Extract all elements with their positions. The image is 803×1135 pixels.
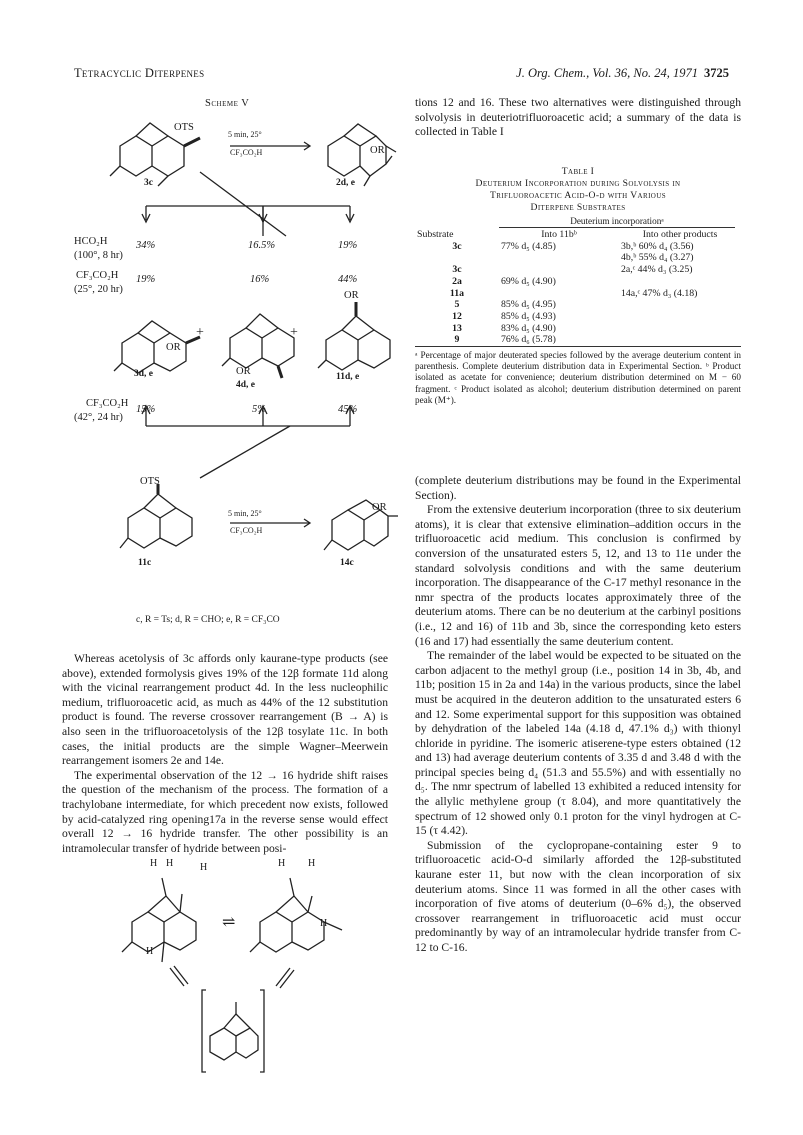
cell-substrate: 2a — [452, 275, 462, 287]
cond3-value: 5% — [252, 404, 266, 415]
scheme-group-or-14c: OR — [372, 502, 387, 513]
paragraph: Whereas acetolysis of 3c affords only kaurane-type products (see above), extended formolysis gives 19% of the 12β formate 11d along with the vicinal rearrangement product 4d. In the less nucleophilic medium, trifluoroacetic acid, as much as 44% of the 12 substitution product is found. The reverse crossover rearrangement (B → A) is also seen in the trifluoroacetolysis of the 12β tosylate 11c. In both cases, the initial products are the simple Wagner–Meerwein rearrangement isomers 2e and 14e. — [62, 652, 388, 768]
cond2-conditions: (25°, 20 hr) — [74, 284, 123, 295]
scheme-group-or-4d: OR — [236, 366, 251, 377]
cond2-reagent: CF₃CO₂H — [76, 270, 119, 281]
table-row — [415, 252, 741, 264]
table-row — [415, 334, 741, 346]
paragraph: The experimental observation of the 12 → 16 hydride shift raises the question of the mechanism of the process. The formation of a trachylobane intermediate, for which precedent now exists, followed by acid-catalyzed ring opening17a in the reverse sense would effect overall 12 → 16 hydride transfer. The other possibility is an intramolecular transfer of hydride between posi- — [62, 768, 388, 855]
label-3c: 3c — [144, 178, 153, 188]
cell-substrate: 11a — [449, 287, 465, 299]
table-1 — [415, 166, 741, 406]
scheme-group-or-11d: OR — [344, 290, 359, 301]
cell-into11b: 85% d₅ (4.95) — [501, 299, 556, 311]
mech-h-label: H — [308, 858, 316, 869]
cell-substrate: 12 — [452, 310, 462, 322]
label-14c: 14c — [340, 558, 354, 568]
cell-other: 3b,ᵇ 60% d₄ (3.56) — [621, 240, 694, 252]
molecule-4de — [222, 314, 294, 378]
cond2-value: 44% — [338, 274, 358, 285]
table-row — [415, 241, 741, 253]
cell-other: 4b,ᵇ 55% d₄ (3.27) — [621, 252, 694, 264]
equilibrium-arrows: ⇌ — [222, 914, 236, 931]
mech-h-label: H — [166, 858, 174, 869]
cond2-value: 19% — [136, 274, 156, 285]
cell-substrate — [415, 252, 499, 264]
table-body — [415, 229, 741, 347]
paragraph: tions 12 and 16. These two alternatives were distinguished through solvolysis in deuteriotrifluoroacetic acid; a summary of the data is collected in Table I — [415, 96, 741, 139]
table-caption: Trifluoroacetic Acid-O-d with Various — [489, 190, 667, 201]
col-header: Into other products — [642, 229, 718, 240]
table-row — [415, 299, 741, 311]
molecule-14c — [324, 500, 398, 550]
paragraph: The remainder of the label would be expected to be situated on the carbon adjacent to the methyl group (i.e., position 14 in 3b, 4b, and 11b; position 15 in 2a and 14a) in the various products, since the label must be acquired in the deuteron addition to the unsaturated esters 6 and 12. Some experimental support for this supposition was obtained by dehydration of the labeled 14a (4.18 d, 47.1% d₃) with thionyl chloride in pyridine. The isomeric atiserene-type esters obtained (12 and 13) had average deuterium contents of 3.35 d and 3.48 d with the principal species being d₄ (51.3 and 55.5%) and with essentially no d₅. The nmr spectrum of labelled 13 exhibited a reduced intensity for the allylic methylene group (τ 8.04), and more quantitatively the spectrum of 12 showed only 0.1 proton for the vinyl hydrogen at C-15 (τ 4.42). — [415, 649, 741, 838]
cell-other — [619, 323, 741, 335]
table-span-header: Deuterium incorporationᵃ — [499, 216, 735, 228]
cell-substrate: 13 — [452, 322, 462, 334]
plus-sign: + — [290, 325, 298, 340]
hydride-shift-mechanism-figure — [110, 858, 360, 1084]
molecule-3de — [114, 321, 200, 373]
cond3-value: 45% — [338, 404, 358, 415]
cell-into11b: 77% d₅ (4.85) — [501, 240, 556, 252]
label-3de: 3d, e — [134, 369, 153, 379]
cond1-value: 16.5% — [248, 240, 276, 251]
mech-h-label: H — [200, 862, 208, 873]
scheme-legend: c, R = Ts; d, R = CHO; e, R = CF₃CO — [136, 615, 280, 625]
scheme-group-ots-1: OTS — [174, 122, 194, 133]
cell-into11b — [499, 288, 619, 300]
cell-substrate: 3c — [452, 240, 462, 252]
plus-sign: + — [196, 325, 204, 340]
label-4de: 4d, e — [236, 380, 255, 390]
cell-into11b: 83% d₅ (4.90) — [501, 322, 556, 334]
cell-into11b: 69% d₅ (4.90) — [501, 275, 556, 287]
table-footnote: ᵃ Percentage of major deuterated species followed by the average deuterium content in parenthesis. Complete deuterium distribution data in Experimental Section. ᵇ Product isolated as acetate for convenience; deuterium distribution determined on M − 60 fragment. ᶜ Product isolated as alcohol; deuterium distribution determined on parent peak (M⁺). — [415, 350, 741, 405]
cond2-value: 16% — [250, 274, 270, 285]
scheme-group-ots-11c: OTS — [140, 476, 160, 487]
table-caption: Deuterium Incorporation during Solvolysis in — [475, 178, 681, 189]
cell-other — [619, 299, 741, 311]
scheme-group-or-3d: OR — [166, 342, 181, 353]
paragraph: From the extensive deuterium incorporation (three to six deuterium atoms), it is clear that extensive elimination–addition occurs in the trifluoroacetic acid medium. This conclusion is confirmed by conversion of the unsaturated esters 5, 12, and 13 to 11e under the standard solvolysis conditions and with the same deuterium incorporation. The disappearance of the C-17 methyl resonance in the nmr spectra of the products locates approximately three of the deuterium atoms. There can be no deuterium at the carbinyl positions (i.e., 12 and 16) of 11b and 3b, since the corresponding keto esters (16 and 17) had essentially the same deuterium content. — [415, 503, 741, 648]
right-column-top — [415, 96, 741, 140]
arrow-row3-top: 5 min, 25° — [228, 509, 262, 518]
cond3-reagent: CF₃CO₂H — [86, 398, 129, 409]
scheme-group-or-1: OR — [370, 145, 385, 156]
molecule-11de — [318, 302, 390, 370]
table-row — [415, 288, 741, 300]
molecule-2de — [328, 124, 396, 186]
right-column-text — [415, 474, 741, 956]
cond1-conditions: (100°, 8 hr) — [74, 250, 123, 261]
running-header-journal — [516, 66, 729, 81]
arrow-row1-top: 5 min, 25° — [228, 130, 262, 139]
table-row — [415, 264, 741, 276]
cell-other — [619, 311, 741, 323]
paragraph: (complete deuterium distributions may be found in the Experimental Section). — [415, 474, 741, 502]
cell-other: 2a,ᶜ 44% d₃ (3.25) — [621, 264, 693, 276]
journal-citation: J. Org. Chem., Vol. 36, No. 24, 1971 — [516, 66, 698, 80]
table-caption: Diterpene Substrates — [530, 202, 626, 213]
table-header-row — [415, 229, 741, 241]
label-11de: 11d, e — [336, 372, 360, 382]
cond3-value: 15% — [136, 404, 156, 415]
scheme-title: Scheme V — [205, 98, 250, 109]
cell-substrate: 9 — [415, 334, 499, 346]
col-header: Into 11bᵇ — [541, 229, 577, 240]
cell-substrate: 5 — [454, 299, 460, 311]
cell-into11b — [499, 252, 619, 264]
mech-h-label: H — [278, 858, 286, 869]
cond1-value: 19% — [338, 240, 358, 251]
cell-into11b: 76% d₆ (5.78) — [499, 334, 619, 346]
label-2de: 2d, e — [336, 178, 355, 188]
page-number: 3725 — [704, 66, 729, 80]
table-row — [415, 276, 741, 288]
label-11c: 11c — [138, 558, 152, 568]
col-header: Substrate — [417, 229, 454, 240]
cell-into11b — [499, 264, 619, 276]
arrow-row3-bottom: CF₃CO₂H — [230, 526, 263, 535]
cell-other — [619, 276, 741, 288]
molecule-11c — [120, 484, 192, 548]
cond3-conditions: (42°, 24 hr) — [74, 412, 123, 423]
cell-other — [619, 334, 741, 346]
cell-substrate: 3c — [452, 264, 462, 276]
table-row — [415, 323, 741, 335]
mech-h-label: H — [146, 946, 154, 957]
mech-h-label: H — [150, 858, 158, 869]
cond1-value: 34% — [136, 240, 156, 251]
paragraph: Submission of the cyclopropane-containing ester 9 to trifluoroacetic acid-O-d similarly afforded the 12β-substituted kaurane ester 11, but now with the clean incorporation of six deuterium atoms. Since 11 was formed in all the other cases with incorporation of five atoms of deuterium (0–6% d₅), the observed crossover rearrangement in trifluoroacetic acid must occur predominantly by way of an intramolecular hydride transfer from C-12 to C-16. — [415, 838, 741, 954]
mech-h-label: H — [320, 918, 328, 929]
cond1-reagent: HCO₂H — [74, 236, 108, 247]
arrow-row1-bottom: CF₃CO₂H — [230, 148, 263, 157]
table-number: Table I — [561, 166, 595, 177]
cell-other: 14a,ᶜ 47% d₃ (4.18) — [621, 287, 698, 299]
table-row — [415, 311, 741, 323]
cell-into11b: 85% d₅ (4.93) — [501, 310, 556, 322]
running-header-title: Tetracyclic Diterpenes — [74, 66, 205, 80]
left-column-text — [62, 652, 388, 856]
